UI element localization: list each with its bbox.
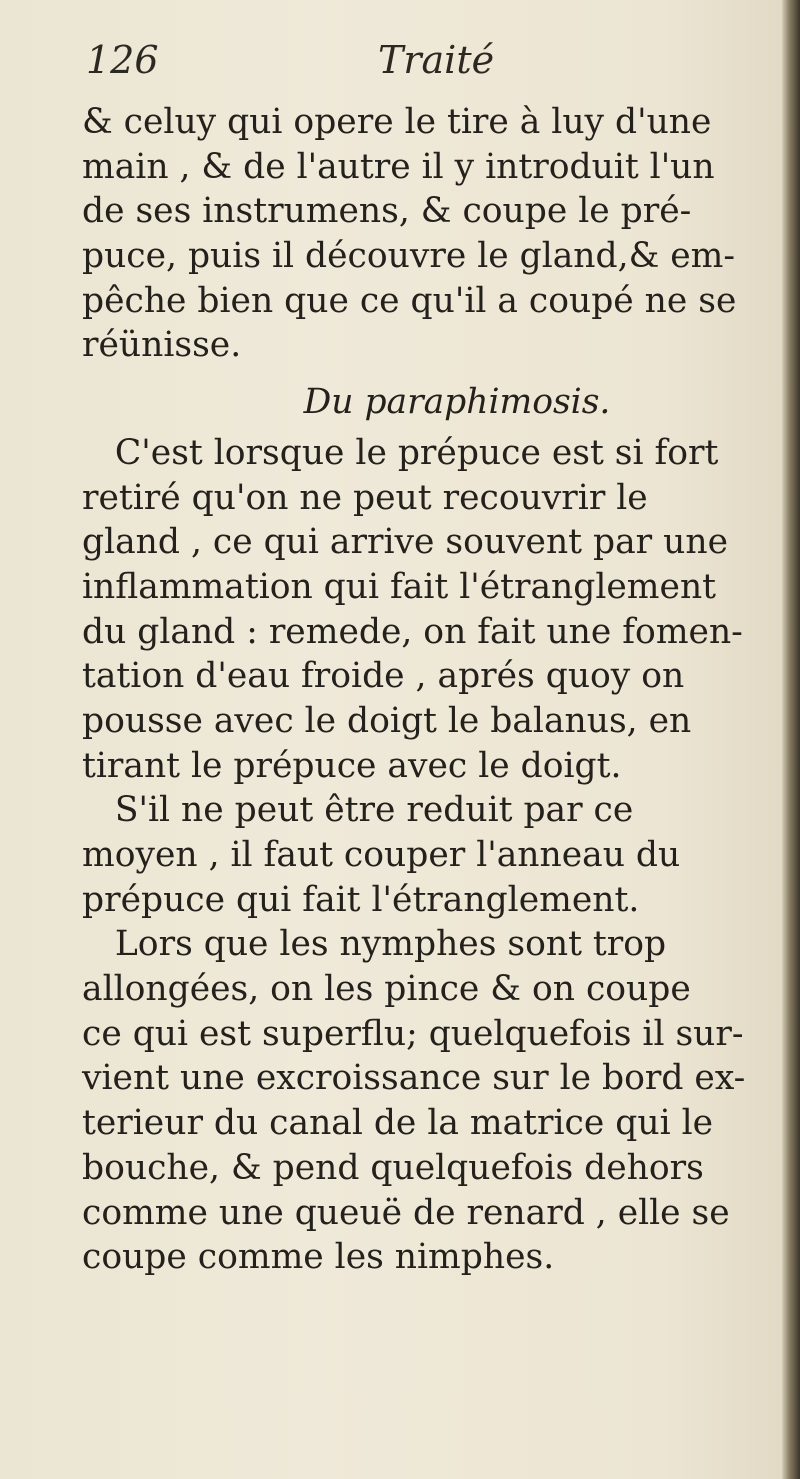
- page-number: 126: [86, 38, 159, 82]
- text-line: ce qui est superflu; quelquefois il sur-: [82, 1013, 744, 1054]
- section-subheading: Du paraphimosis.: [303, 382, 611, 423]
- text-line: pousse avec le doigt le balanus, en: [82, 700, 692, 741]
- text-line: réünisse.: [82, 325, 242, 366]
- text-line: puce, puis il découvre le gland,& em-: [82, 236, 736, 277]
- text-line: vient une excroissance sur le bord ex-: [82, 1058, 746, 1099]
- text-line: moyen , il faut couper l'anneau du: [82, 835, 681, 875]
- page-header: [86, 38, 742, 98]
- body-text: [82, 100, 772, 1280]
- paragraph-block-1: [82, 100, 772, 368]
- text-line: Lors que les nymphes sont trop: [82, 924, 667, 965]
- running-title: Traité: [378, 38, 495, 82]
- text-line: terieur du canal de la matrice qui le: [82, 1103, 714, 1144]
- text-line: gland , ce qui arrive souvent par une: [82, 522, 728, 563]
- text-line: pêche bien que ce qu'il a coupé ne se: [82, 280, 737, 321]
- text-line: inflammation qui fait l'étranglement: [82, 566, 717, 607]
- text-line: du gland : remede, on fait une fomen-: [82, 611, 743, 652]
- text-line: prépuce qui fait l'étranglement.: [82, 879, 640, 920]
- text-line: & celuy qui opere le tire à luy d'une: [82, 102, 712, 142]
- book-page-edge: [782, 0, 800, 1479]
- text-line: coupe comme les nimphes.: [82, 1237, 555, 1278]
- paragraph-block-2: [82, 431, 772, 1280]
- text-line: tirant le prépuce avec le doigt.: [82, 745, 622, 786]
- text-line: retiré qu'on ne peut recouvrir le: [82, 477, 648, 518]
- text-line: S'il ne peut être reduit par ce: [82, 790, 634, 831]
- text-line: main , & de l'autre il y introduit l'un: [82, 146, 715, 187]
- text-line: de ses instrumens, & coupe le pré-: [82, 191, 692, 232]
- text-line: allongées, on les pince & on coupe: [82, 969, 691, 1010]
- text-line: C'est lorsque le prépuce est si fort: [82, 432, 719, 473]
- text-line: tation d'eau froide , aprés quoy on: [82, 656, 685, 697]
- text-line: comme une queuë de renard , elle se: [82, 1192, 730, 1233]
- text-line: bouche, & pend quelquefois dehors: [82, 1147, 704, 1188]
